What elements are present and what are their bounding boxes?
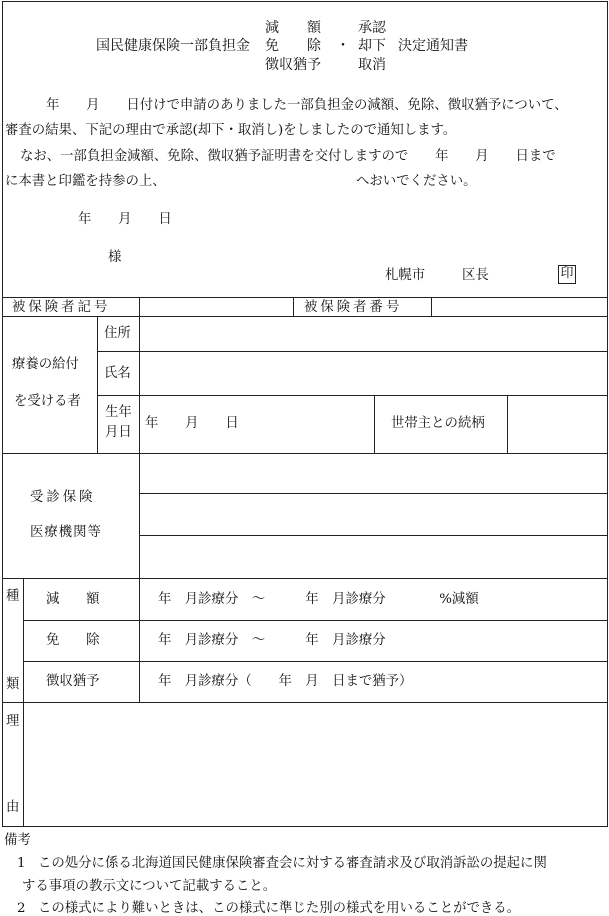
name-label: 氏名 [104, 366, 131, 381]
institution-label-1: 受診保険 [30, 490, 96, 505]
institution-line-1 [139, 493, 608, 494]
note-2-number: 2 [17, 901, 26, 916]
type-exempt-value: 年 月診療分 ～ 年 月診療分 [158, 633, 386, 648]
insured-number-divider-left [293, 297, 294, 316]
notes-heading: 備考 [4, 833, 31, 848]
recipient-label-divider [97, 316, 98, 453]
insured-number-label: 被保険者番号 [304, 300, 403, 315]
insured-number-divider-right [431, 297, 432, 316]
recipient-value-divider [139, 316, 140, 453]
seal-mark: 印 [558, 265, 576, 284]
title-option-reduce: 減 額 [265, 20, 321, 36]
recipient-label-1: 療養の給付 [12, 357, 79, 372]
title-option-exempt: 免 除 [265, 38, 321, 54]
reason-label-1: 理 [6, 714, 20, 729]
address-label: 住所 [104, 326, 131, 341]
type-label-2: 類 [6, 677, 20, 692]
type-label-1: 種 [6, 589, 20, 604]
row-line-address [97, 351, 608, 352]
row-line-type [2, 702, 608, 703]
title-option-reject: 却下 [358, 38, 386, 54]
type-reduce-label: 減 額 [46, 592, 100, 607]
relation-label: 世帯主との続柄 [391, 416, 485, 431]
issuer-ward-chief: 区長 [462, 268, 489, 283]
note-2-line: この様式により難いときは、この様式に準じた別の様式を用いることができる。 [38, 901, 521, 916]
body-line-4a: に本書と印鑑を持参の上、 [5, 174, 166, 189]
title-option-approve: 承認 [358, 20, 386, 36]
type-line-1 [23, 620, 608, 621]
issue-date: 年 月 日 [78, 212, 172, 227]
recipient-label-2: を受ける者 [14, 394, 81, 409]
title-right: 決定通知書 [398, 38, 468, 54]
row-line-name [97, 395, 608, 396]
addressee-suffix: 様 [108, 250, 122, 265]
type-exempt-label: 免 除 [46, 633, 100, 648]
table-top-border [2, 297, 608, 298]
birth-date-value: 年 月 日 [145, 416, 239, 431]
issuer-city: 札幌市 [385, 268, 426, 283]
type-defer-label: 徴収猶予 [46, 674, 100, 689]
relation-divider-left [374, 395, 375, 453]
note-1-line-2: する事項の教示文について記載すること。 [22, 879, 277, 894]
type-reduce-value: 年 月診療分 ～ 年 月診療分 %減額 [158, 592, 479, 607]
reason-label-2: 由 [6, 800, 20, 815]
insured-symbol-label: 被保険者記号 [12, 300, 111, 315]
title-option-defer: 徴収猶予 [265, 57, 321, 73]
insured-symbol-divider [139, 297, 140, 316]
title-left: 国民健康保険一部負担金 [96, 38, 250, 54]
row-line-1 [2, 316, 608, 317]
institution-label-2: 医療機関等 [30, 525, 102, 540]
title-dot: ・ [336, 38, 350, 54]
type-line-2 [23, 661, 608, 662]
institution-divider [139, 453, 140, 578]
type-defer-value: 年 月診療分（ 年 月 日まで猶予） [158, 674, 413, 689]
institution-line-2 [139, 535, 608, 536]
body-line-4b: へおいでください。 [356, 174, 477, 189]
row-line-institution [2, 578, 608, 579]
row-line-birth [2, 453, 608, 454]
relation-divider-right [507, 395, 508, 453]
note-1-number: 1 [17, 856, 26, 871]
body-line-3: なお、一部負担金減額、免除、徴収猶予証明書を交付しますので 年 月 日まで [20, 149, 556, 164]
note-1-line-1: この処分に係る北海道国民健康保険審査会に対する審査請求及び取消訴訟の提起に関 [38, 856, 547, 871]
title-option-cancel: 取消 [358, 57, 386, 73]
type-value-divider [139, 578, 140, 702]
body-line-2: 審査の結果、下記の理由で承認(却下・取消し)をしましたので通知します。 [5, 123, 457, 138]
birth-label-1: 生年 [105, 405, 132, 420]
birth-label-2: 月日 [105, 425, 132, 440]
body-line-1: 年 月 日付けで申請のありました一部負担金の減額、免除、徴収猶予について、 [46, 98, 568, 113]
